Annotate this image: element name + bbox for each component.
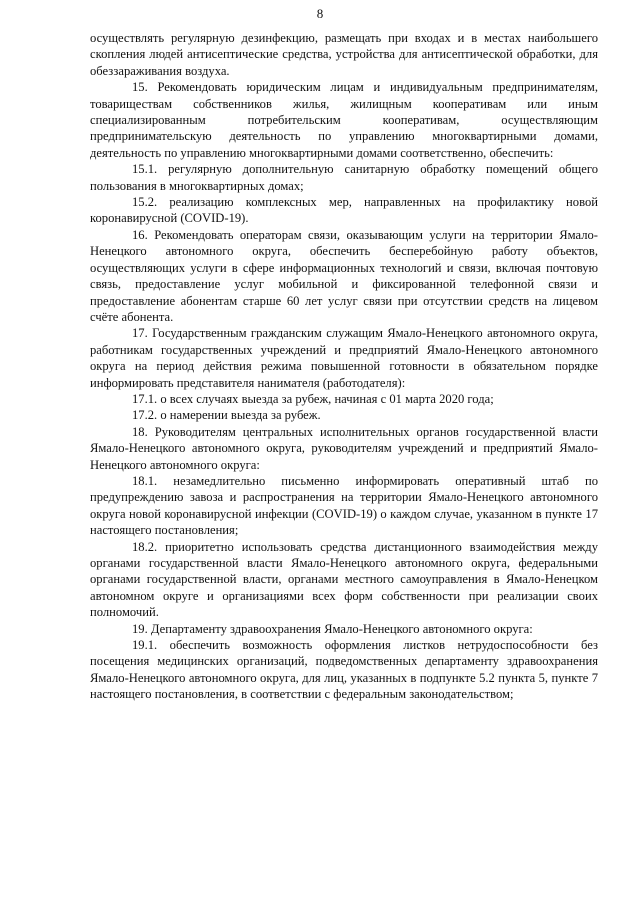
paragraph: 16. Рекомендовать операторам связи, оказывающим услуги на территории Ямало-Ненецкого автономного округа, обеспечить бесперебойную работу объектов, осуществляющих услуги в сфере информационных технологий и связи, включая почтовую связь, предоставление услуг мобильной и фиксированной телефонной связи и предоставление абонентам старше 60 лет услуг связи при отсутствии средств на лицевом счёте абонента. [90,227,598,324]
paragraph: 18.1. незамедлительно письменно информировать оперативный штаб по предупреждению завоза и распространения на территории Ямало-Ненецкого автономного округа новой коронавирусной инфекции (COVID-19) о каждом случае, указанном в пункте 17 настоящего постановления; [90,473,598,538]
paragraph: 15.2. реализацию комплексных мер, направленных на профилактику новой коронавирусной (COVID-19). [90,195,598,226]
paragraph: 17. Государственным гражданским служащим Ямало-Ненецкого автономного округа, работникам государственных учреждений и предприятий Ямало-Ненецкого автономного округа на период действия режима повышенной готовности в обязательном порядке информировать представителя нанимателя (работодателя): [90,326,598,390]
paragraph: 17.1. о всех случаях выезда за рубеж, начиная с 01 марта 2020 года; [132,391,494,406]
paragraph: 18.2. приоритетно использовать средства дистанционного взаимодействия между органами государственной власти Ямало-Ненецкого автономного округа, федеральными органами государственной власти, органами местного самоуправления в Ямало-Ненецком автономном округе и организациями всех форм собственности при реализации своих полномочий. [90,539,598,620]
paragraph: 19. Департаменту здравоохранения Ямало-Ненецкого автономного округа: [132,621,533,636]
paragraph: 15.1. регулярную дополнительную санитарную обработку помещений общего пользования в многоквартирных домах; [90,162,598,193]
page-number: 8 [316,6,324,21]
paragraph: 17.2. о намерении выезда за рубеж. [132,408,321,423]
paragraph: 18. Руководителям центральных исполнительных органов государственной власти Ямало-Ненецкого автономного округа, руководителям учреждений и предприятий Ямало-Ненецкого автономного округа: [90,424,598,472]
paragraph: 15. Рекомендовать юридическим лицам и индивидуальным предпринимателям, товариществам собственников жилья, жилищным кооперативам или иным специализированным потребительским кооперативам, осуществляющим предпринимательскую деятельность по управлению многоквартирными домами, деятельность по управлению многоквартирными домами соответственно, обеспечить: [90,80,598,160]
paragraph: осуществлять регулярную дезинфекцию, размещать при входах и в местах наибольшего скопления людей антисептические средства, устройства для антисептической обработки, для обеззараживания воздуха. [90,31,598,78]
paragraph: 19.1. обеспечить возможность оформления листков нетрудоспособности без посещения медицинских организаций, подведомственных департаменту здравоохранения Ямало-Ненецкого автономного округа, для лиц, указанных в подпункте 5.2 пункта 5, пункте 7 настоящего постановления, в соответствии с федеральным законодательством; [90,638,598,702]
document-body [90,30,598,703]
